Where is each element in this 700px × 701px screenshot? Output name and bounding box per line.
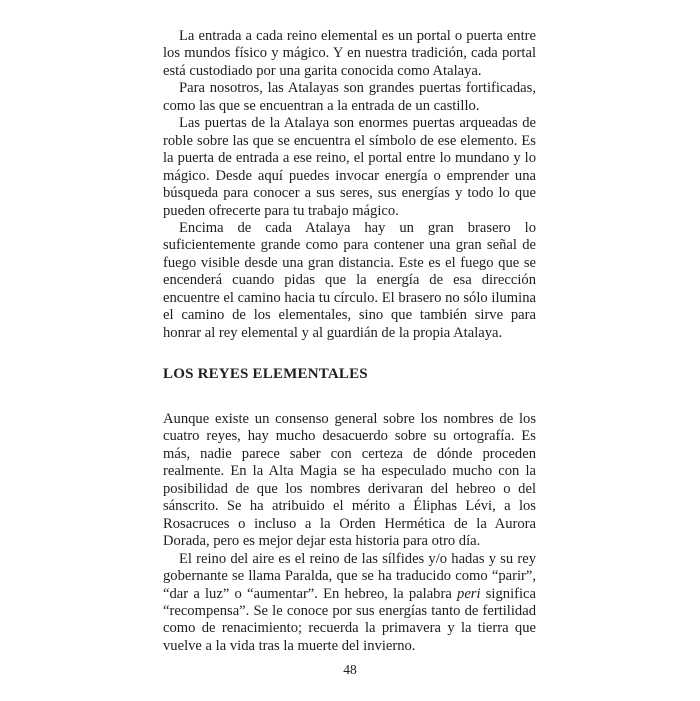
- paragraph-reino-aire-start: El reino del aire es el reino de las sílfides y/o hadas y su rey gobernante se llama Paralda, que se ha traducido como “parir”, “dar a luz” o “aumentar”. En hebreo, la palabra: [163, 550, 536, 602]
- paragraph-reino-aire: [163, 551, 536, 656]
- paragraph-consenso: Aunque existe un consenso general sobre los nombres de los cuatro reyes, hay mucho desacuerdo sobre su ortografía. Es más, nadie parece saber con certeza de dónde proceden realmente. En la Alta Magia se ha especulado mucho con la posibilidad de que los nombres derivaran del hebreo o del sánscrito. Se ha atribuido el mérito a Éliphas Lévi, a los Rosacruces o incluso a la Orden Hermética de la Aurora Dorada, pero es mejor dejar esta historia para otro día.: [163, 411, 536, 550]
- paragraph-reino-aire-end: significa “recompensa”. Se le conoce por sus energías tanto de fertilidad como de renacimiento; recuerda la primavera y la tierra que vuelve a la vida tras la muerte del invierno.: [163, 585, 536, 654]
- page-number: 48: [343, 662, 357, 677]
- paragraph-atalayas: Para nosotros, las Atalayas son grandes puertas fortificadas, como las que se encuentran a la entrada de un castillo.: [163, 80, 536, 114]
- text-block-top: [163, 28, 536, 342]
- paragraph-portal: La entrada a cada reino elemental es un portal o puerta entre los mundos físico y mágico. Y en nuestra tradición, cada portal está custodiado por una garita conocida como Atalaya.: [163, 28, 536, 79]
- paragraph-brasero: Encima de cada Atalaya hay un gran brasero lo suficientemente grande como para contener una gran señal de fuego visible desde una gran distancia. Este es el fuego que se encenderá cuando pidas que la energía de esa dirección encuentre el camino hacia tu círculo. El brasero no sólo ilumina el camino de los elementales, sino que también sirve para honrar al rey elemental y al guardián de la propia Atalaya.: [163, 219, 536, 341]
- text-block-bottom: [163, 411, 536, 655]
- section-heading: LOS REYES ELEMENTALES: [163, 366, 368, 382]
- italic-word-peri: peri: [457, 585, 481, 602]
- paragraph-puertas: Las puertas de la Atalaya son enormes puertas arqueadas de roble sobre las que se encuentra el símbolo de ese elemento. Es la puerta de entrada a ese reino, el portal entre lo mundano y lo mágico. Desde aquí puedes invocar energía o emprender una búsqueda para conocer a sus seres, sus energías y todo lo que pueden ofrecerte para tu trabajo mágico.: [163, 115, 536, 219]
